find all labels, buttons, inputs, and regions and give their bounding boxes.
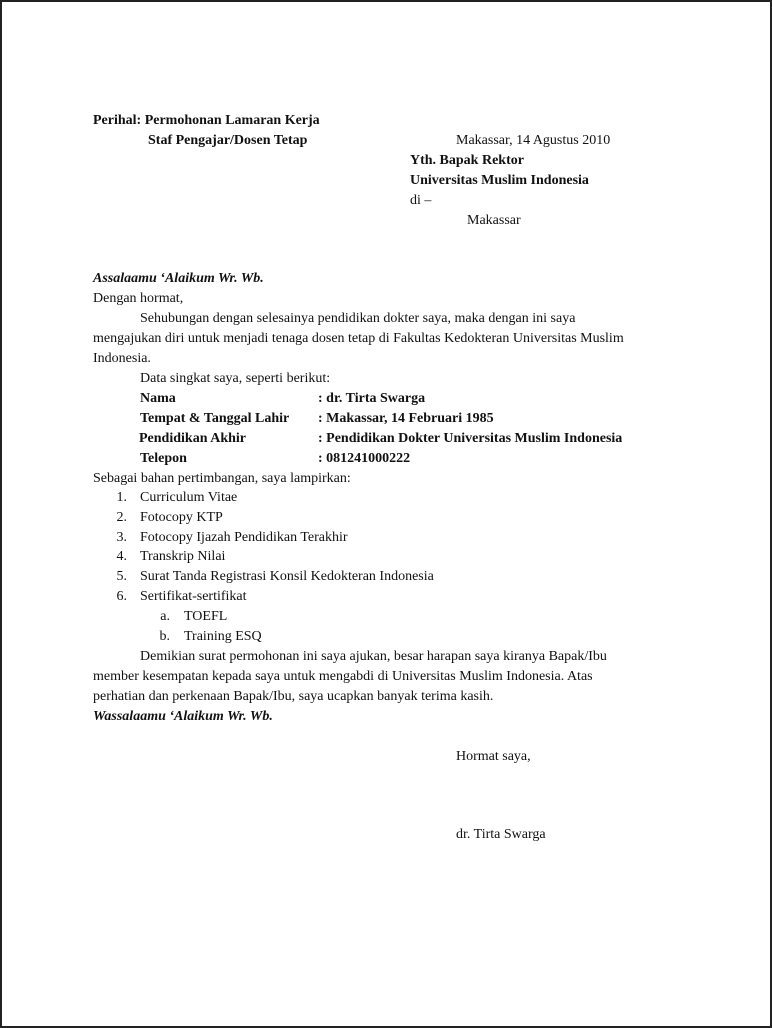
attachment-number: 6. <box>116 589 127 604</box>
attachment-item: Fotocopy Ijazah Pendidikan Terakhir <box>140 530 348 545</box>
data-value-birth: : Makassar, 14 Februari 1985 <box>318 411 494 426</box>
place-date: Makassar, 14 Agustus 2010 <box>456 133 611 148</box>
attachment-item: Sertifikat-sertifikat <box>140 589 247 604</box>
data-label-birth: Tempat & Tanggal Lahir <box>140 411 290 426</box>
data-label-name: Nama <box>140 391 176 406</box>
certificate-item: Training ESQ <box>184 629 262 644</box>
attachment-number: 1. <box>116 490 127 505</box>
attachment-item: Transkrip Nilai <box>140 549 226 564</box>
recipient-institution: Universitas Muslim Indonesia <box>410 173 589 188</box>
subject-line: Perihal: Permohonan Lamaran Kerja <box>93 113 320 128</box>
attachment-item: Fotocopy KTP <box>140 510 223 525</box>
attachment-number: 4. <box>116 549 127 564</box>
signature-name: dr. Tirta Swarga <box>456 827 546 842</box>
data-intro: Data singkat saya, seperti berikut: <box>140 371 331 386</box>
attachment-number: 5. <box>116 569 127 584</box>
attachment-item: Surat Tanda Registrasi Konsil Kedokteran Indonesia <box>140 569 434 584</box>
closing-farewell: Wassalaamu ‘Alaikum Wr. Wb. <box>93 709 273 724</box>
certificate-letter: b. <box>159 629 170 644</box>
recipient-di: di – <box>410 193 432 208</box>
data-label-phone: Telepon <box>140 451 187 466</box>
attachment-number: 2. <box>116 510 127 525</box>
certificate-letter: a. <box>160 609 170 624</box>
closing-line-1: Demikian surat permohonan ini saya ajukan, besar harapan saya kiranya Bapak/Ibu <box>140 649 607 664</box>
attachment-item: Curriculum Vitae <box>140 490 238 505</box>
attachments-intro: Sebagai bahan pertimbangan, saya lampirkan: <box>93 471 351 486</box>
data-label-education: Pendidikan Akhir <box>139 431 246 446</box>
recipient-city: Makassar <box>467 213 521 228</box>
closing-line-3: perhatian dan perkenaan Bapak/Ibu, saya ucapkan banyak terima kasih. <box>93 689 494 704</box>
data-value-education: : Pendidikan Dokter Universitas Muslim Indonesia <box>318 431 623 446</box>
data-value-name: : dr. Tirta Swarga <box>318 391 426 406</box>
subject-position: Staf Pengajar/Dosen Tetap <box>148 133 308 148</box>
signature-regards: Hormat saya, <box>456 749 531 764</box>
recipient-title: Yth. Bapak Rektor <box>410 153 524 168</box>
opening-greeting: Assalaamu ‘Alaikum Wr. Wb. <box>93 271 264 286</box>
closing-line-2: member kesempatan kepada saya untuk mengabdi di Universitas Muslim Indonesia. Atas <box>93 669 593 684</box>
intro-line-1: Sehubungan dengan selesainya pendidikan dokter saya, maka dengan ini saya <box>140 311 576 326</box>
certificate-item: TOEFL <box>184 609 228 624</box>
intro-line-2: mengajukan diri untuk menjadi tenaga dosen tetap di Fakultas Kedokteran Universitas Muslim <box>93 331 624 346</box>
data-value-phone: : 081241000222 <box>318 451 411 466</box>
intro-line-3: Indonesia. <box>93 351 151 366</box>
salutation: Dengan hormat, <box>93 291 184 306</box>
attachment-number: 3. <box>116 530 127 545</box>
